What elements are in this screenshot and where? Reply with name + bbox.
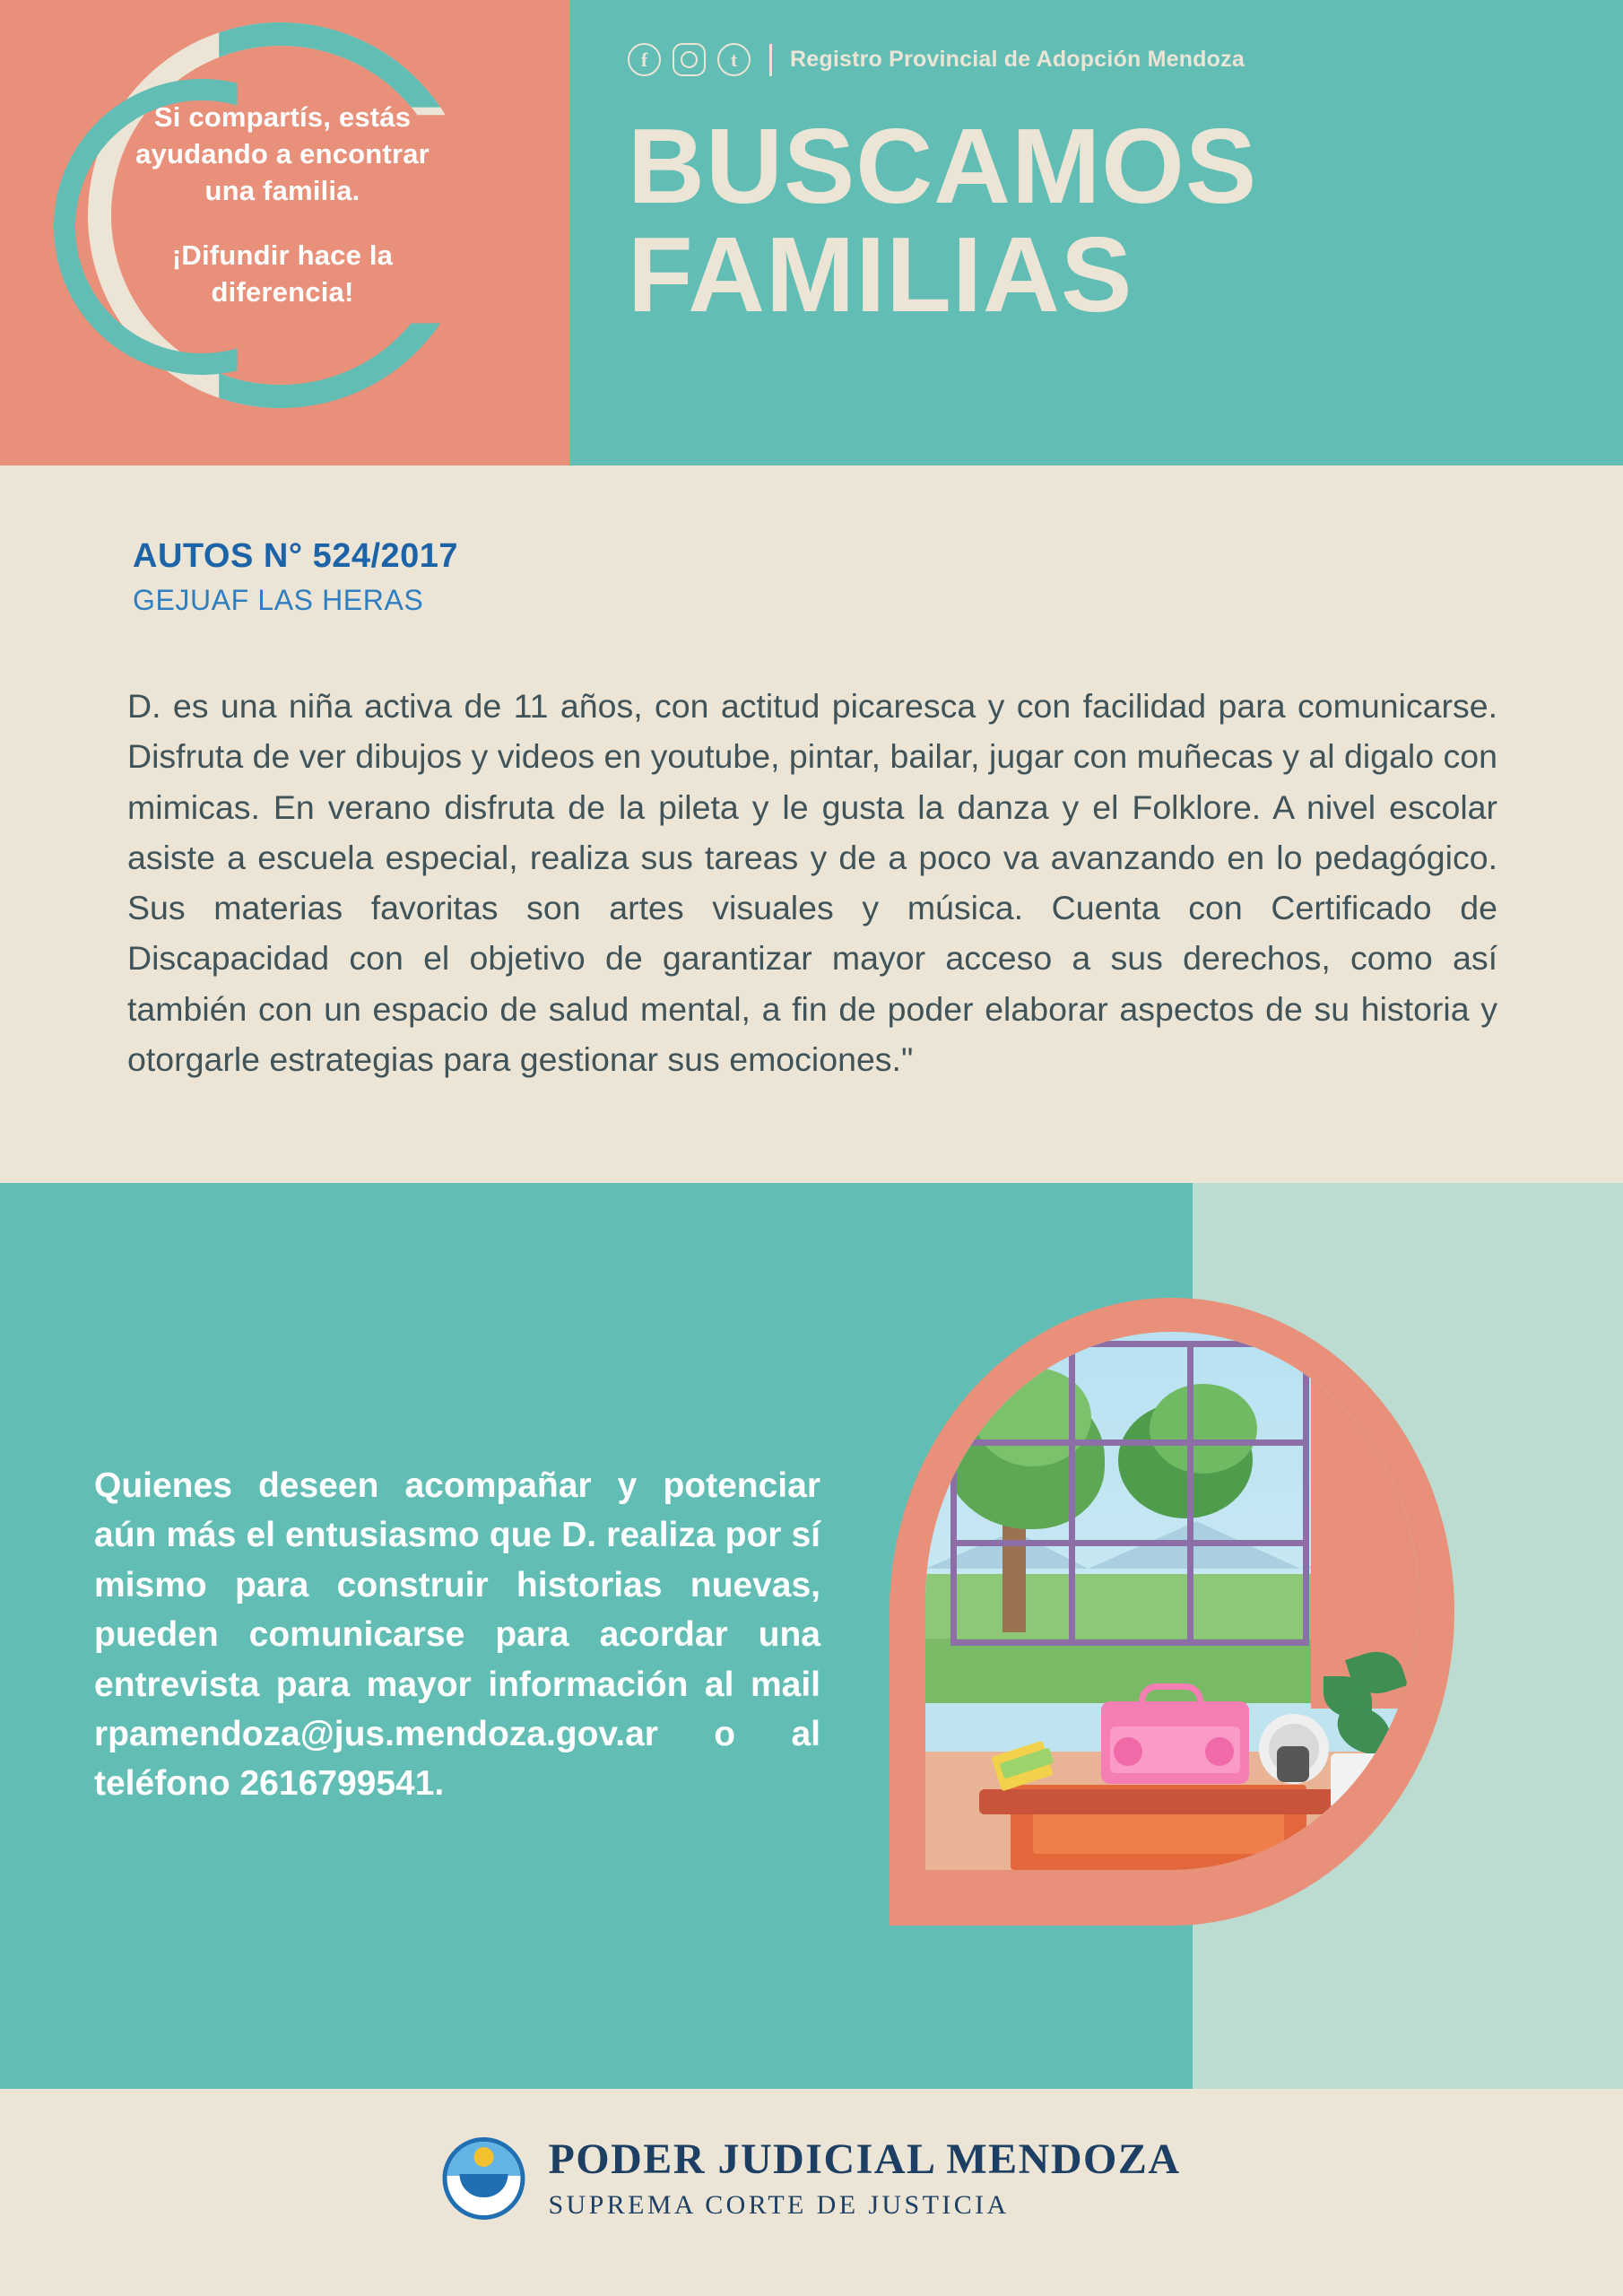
- facebook-icon[interactable]: f: [628, 43, 661, 76]
- radio-handle: [1139, 1683, 1203, 1703]
- contact-section: [0, 1183, 1623, 2089]
- share-message-line1: Si compartís, estás ayudando a encontrar una familia.: [135, 101, 430, 207]
- poster-footer: [0, 2089, 1623, 2296]
- radio-speaker-right: [1205, 1737, 1234, 1766]
- twitter-icon[interactable]: t: [717, 43, 751, 76]
- radio-speaker-left: [1114, 1737, 1142, 1766]
- footer-title: PODER JUDICIAL MENDOZA: [548, 2135, 1181, 2183]
- case-number: AUTOS N° 524/2017: [133, 537, 459, 575]
- window-frame: [950, 1341, 1309, 1646]
- social-divider: [769, 44, 772, 76]
- case-section: [0, 465, 1623, 1183]
- header-main: [570, 0, 1623, 465]
- share-message: [135, 99, 430, 310]
- instagram-icon[interactable]: [673, 43, 706, 76]
- page-title-line2: FAMILIAS: [628, 215, 1133, 335]
- desk-top: [979, 1789, 1338, 1814]
- illustration-scene: [925, 1332, 1419, 1870]
- footer-content: [442, 2137, 1180, 2220]
- case-description: D. es una niña activa de 11 años, con actitud picaresca y con facilidad para comunicarse. Disfruta de ver dibujos y videos en youtube, pintar, bailar, jugar con muñecas y al digalo con mimicas. En verano disfruta de la pileta y le gusta la danza y el Folklore. A nivel escolar asiste a escuela especial, realiza sus tareas y de a poco va avanzando en lo pedagógico. Sus materias favoritas son artes visuales y música. Cuenta con Certificado de Discapacidad con el objetivo de garantizar mayor acceso a sus derechos, como así también con un espacio de salud mental, a fin de poder elaborar aspectos de su historia y otorgarle estrategias para gestionar sus emociones.": [127, 687, 1497, 1078]
- share-message-line2: ¡Difundir hace la diferencia!: [171, 239, 394, 308]
- share-panel: [0, 0, 570, 465]
- plant-leaf-3: [1332, 1701, 1397, 1758]
- poster-header: [0, 0, 1623, 465]
- illustration: [890, 1298, 1454, 1926]
- window-transom-1: [950, 1439, 1309, 1446]
- crest-sun: [473, 2147, 493, 2167]
- organization-name: Registro Provincial de Adopción Mendoza: [790, 47, 1245, 72]
- social-row: [628, 43, 1245, 76]
- footer-subtitle: SUPREMA CORTE DE JUSTICIA: [548, 2190, 1010, 2220]
- case-court: GEJUAF LAS HERAS: [133, 584, 424, 616]
- window-mullion-2: [1187, 1341, 1193, 1646]
- curtain: [1311, 1332, 1419, 1709]
- window-transom-2: [950, 1540, 1309, 1546]
- page-title: [628, 107, 1258, 335]
- footer-text: [548, 2135, 1181, 2220]
- smartphone: [1374, 1773, 1404, 1829]
- crest-hands: [459, 2174, 508, 2197]
- page-title-line1: BUSCAMOS: [628, 107, 1258, 226]
- window-mullion-1: [1069, 1341, 1075, 1646]
- contact-text: Quienes deseen acompañar y potenciar aún más el entusiasmo que D. realiza por sí mismo para construir historias nuevas, pueden comunicarse para acordar una entrevista para mayor información al mail rpamendoza@jus.mendoza.gov.ar o al teléfono 2616799541.: [94, 1466, 820, 1804]
- headphones-earcup: [1277, 1746, 1309, 1782]
- judiciary-crest-icon: [442, 2137, 525, 2220]
